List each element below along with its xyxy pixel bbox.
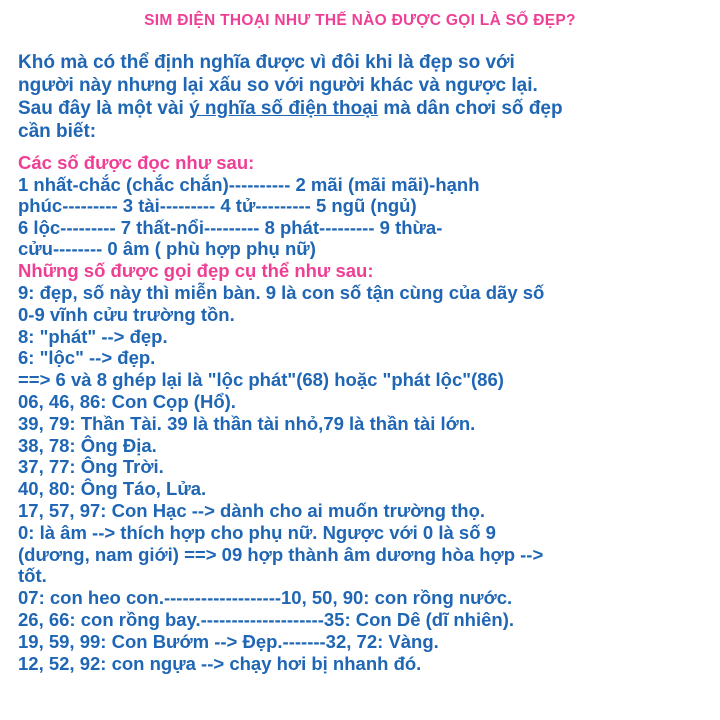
beautiful-section (18, 282, 714, 674)
list-item: 0-9 vĩnh cửu trường tồn. (18, 303, 235, 325)
intro-line: người này nhưng lại xấu so với người khác và ngược lại. (18, 75, 538, 96)
intro-text: Sau đây là một vài (18, 98, 190, 119)
reading-section (18, 152, 708, 281)
reading-line: cửu-------- 0 âm ( phù hợp phụ nữ) (18, 238, 316, 259)
list-item: 06, 46, 86: Con Cọp (Hổ). (18, 390, 236, 412)
list-item: 6: "lộc" --> đẹp. (18, 347, 156, 369)
reading-line: 1 nhất-chắc (chắc chắn)---------- 2 mãi (mãi mãi)-hạnh (18, 173, 480, 195)
list-item: 26, 66: con rồng bay.--------------------35: Con Dê (dĩ nhiên). (18, 608, 515, 630)
list-item: 39, 79: Thần Tài. 39 là thần tài nhỏ,79 là thần tài lớn. (18, 412, 476, 434)
list-item: 38, 78: Ông Địa. (18, 434, 157, 456)
reading-heading: Các số được đọc như sau: (18, 152, 255, 173)
intro-line: Khó mà có thể định nghĩa được vì đôi khi là đẹp so với (18, 52, 515, 73)
page-title: SIM ĐIỆN THOẠI NHƯ THẾ NÀO ĐƯỢC GỌI LÀ SỐ ĐẸP? (144, 12, 576, 29)
list-item: 12, 52, 92: con ngựa --> chạy hơi bị nhanh đó. (18, 652, 422, 674)
list-item: 40, 80: Ông Táo, Lửa. (18, 478, 207, 500)
list-item: 9: đẹp, số này thì miễn bàn. 9 là con số tận cùng của dãy số (18, 282, 545, 303)
list-item: 19, 59, 99: Con Bướm --> Đẹp.-------32, 72: Vàng. (18, 630, 439, 652)
list-item: 17, 57, 97: Con Hạc --> dành cho ai muốn trường thọ. (18, 499, 486, 521)
intro-line (18, 97, 708, 120)
list-item: 0: là âm --> thích hợp cho phụ nữ. Ngược với 0 là số 9 (18, 521, 496, 543)
intro-line: cần biết: (18, 121, 97, 142)
phone-meaning-link[interactable]: ý nghĩa số điện thoại (189, 98, 379, 119)
intro-paragraph (18, 51, 708, 143)
intro-text: mà dân chơi số đẹp (378, 98, 563, 119)
list-item: tốt. (18, 565, 47, 587)
reading-line: phúc--------- 3 tài--------- 4 tử--------- 5 ngũ (ngủ) (18, 195, 417, 216)
list-item: 8: "phát" --> đẹp. (18, 325, 168, 347)
list-item: 37, 77: Ông Trời. (18, 456, 164, 478)
reading-line: 6 lộc--------- 7 thất-nổi--------- 8 phát--------- 9 thừa- (18, 216, 443, 238)
list-item: (dương, nam giới) ==> 09 hợp thành âm dương hòa hợp --> (18, 543, 544, 565)
list-item: ==> 6 và 8 ghép lại là "lộc phát"(68) hoặc "phát lộc"(86) (18, 369, 504, 391)
list-item: 07: con heo con.-------------------10, 50, 90: con rồng nước. (18, 587, 513, 609)
beautiful-heading: Những số được gọi đẹp cụ thể như sau: (18, 259, 374, 281)
